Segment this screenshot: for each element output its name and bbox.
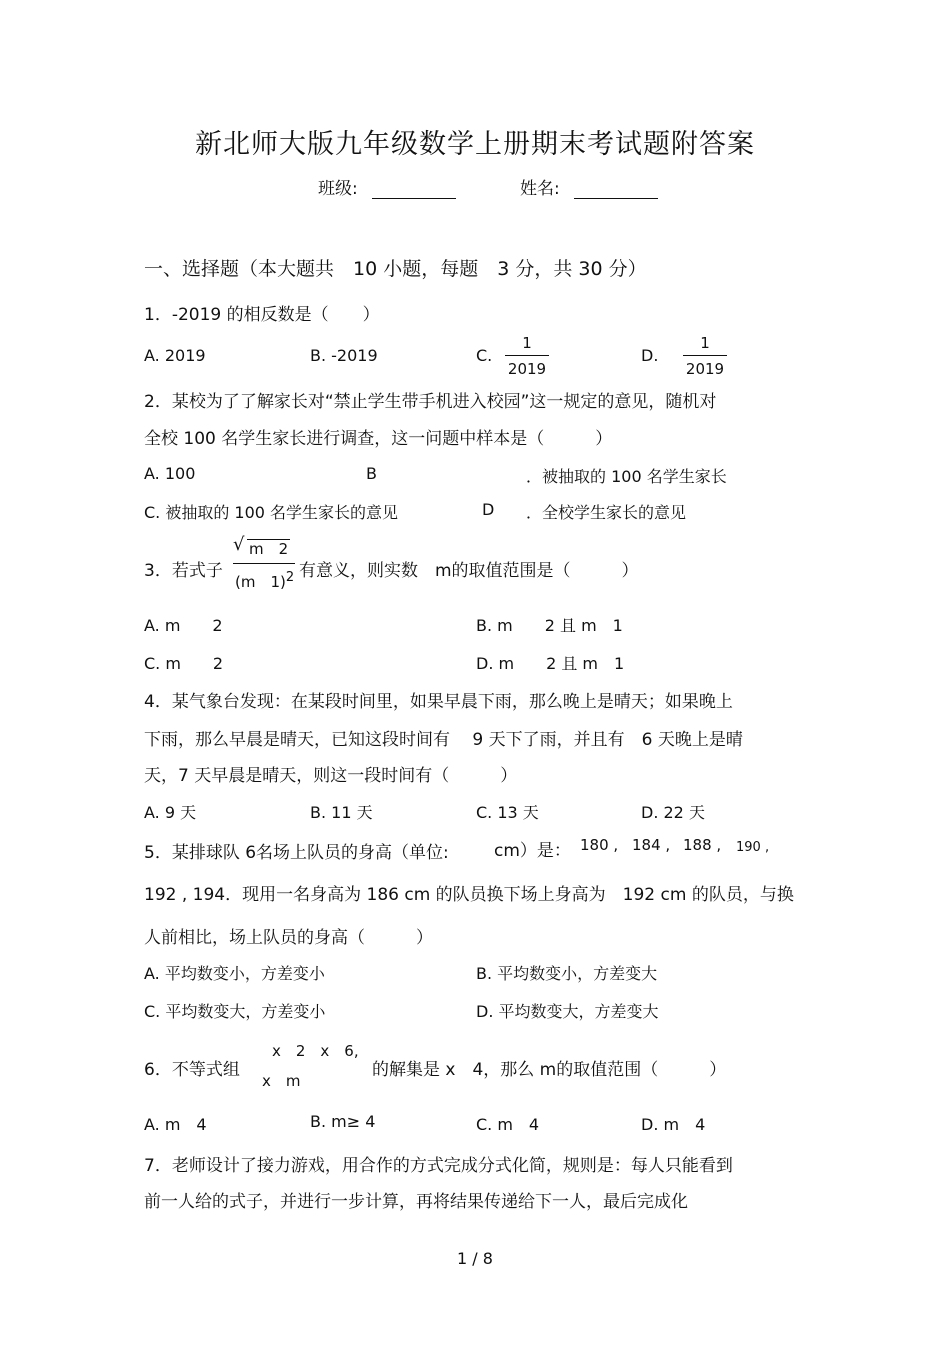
question-3-option-b: B. m 2 且 m 1 xyxy=(476,616,623,635)
question-1-option-c-label: C. xyxy=(476,346,493,365)
question-5-line-1b: cm）是： xyxy=(494,841,571,861)
question-3-option-d: D. m 2 且 m 1 xyxy=(476,654,625,673)
question-5-line-1a: 5．某排球队 6名场上队员的身高（单位: xyxy=(144,843,449,863)
question-7-line-1: 7．老师设计了接力游戏，用合作的方式完成分式化简，规则是：每人只能看到 xyxy=(144,1156,733,1176)
question-2-option-c: C. 被抽取的 100 名学生家长的意见 xyxy=(144,503,399,522)
exponent: 2 xyxy=(285,570,295,585)
inequality-line-2: x m xyxy=(262,1072,301,1090)
question-4-line-3: 天，7 天早晨是晴天，则这一段时间有（ ） xyxy=(144,766,518,786)
question-2-line-1: 2．某校为了了解家长对“禁止学生带手机进入校园”这一规定的意见，随机对 xyxy=(144,392,717,412)
question-6-option-b: B. m≥ 4 xyxy=(310,1112,376,1131)
question-1-option-b: B. -2019 xyxy=(310,346,378,365)
class-label: 班级: xyxy=(318,179,358,199)
question-1-option-a: A. 2019 xyxy=(144,346,206,365)
page-number: 1 / 8 xyxy=(457,1249,493,1268)
question-2-line-2: 全校 100 名学生家长进行调查，这一问题中样本是（ ） xyxy=(144,429,613,449)
question-6-option-c: C. m 4 xyxy=(476,1115,540,1134)
question-5-option-b: B. 平均数变小，方差变大 xyxy=(476,964,658,983)
question-6-option-a: A. m 4 xyxy=(144,1115,207,1134)
question-2-option-d-text: ．全校学生家长的意见 xyxy=(526,503,687,522)
question-2-option-b-text: ．被抽取的 100 名学生家长 xyxy=(526,467,727,486)
question-5-line-3: 人前相比，场上队员的身高（ ） xyxy=(144,928,433,948)
class-field xyxy=(318,174,456,199)
question-1-option-d-label: D. xyxy=(641,346,659,365)
question-6-tail: 的解集是 x 4，那么 m的取值范围（ ） xyxy=(372,1060,727,1080)
radicand: m 2 xyxy=(249,540,289,558)
question-3-tail: 有意义，则实数 m的取值范围是（ ） xyxy=(299,561,639,581)
question-4-option-d: D. 22 天 xyxy=(641,803,705,822)
question-1-option-d-fraction xyxy=(683,334,727,378)
height-value: 190 , xyxy=(736,840,770,855)
question-5-option-a: A. 平均数变小，方差变小 xyxy=(144,964,325,983)
denominator: (m 1) xyxy=(235,573,286,591)
question-1-stem: 1．-2019 的相反数是（ ） xyxy=(144,305,380,325)
question-2-option-d-label: D xyxy=(482,500,495,519)
question-7-line-2: 前一人给的式子，并进行一步计算，再将结果传递给下一人，最后完成化 xyxy=(144,1192,688,1212)
sqrt-icon: √ xyxy=(233,534,245,555)
question-5-line-2: 192 , 194．现用一名身高为 186 cm 的队员换下场上身高为 192 cm 的队员，与换 xyxy=(144,885,794,905)
question-3-fraction xyxy=(233,534,295,592)
section-heading: 一、选择题（本大题共 10 小题，每题 3 分，共 30 分） xyxy=(144,258,647,280)
question-4-option-c: C. 13 天 xyxy=(476,803,539,822)
question-4-line-1: 4．某气象台发现：在某段时间里，如果早晨下雨，那么晚上是晴天；如果晚上 xyxy=(144,692,733,712)
question-4-line-2: 下雨，那么早晨是晴天，已知这段时间有 9 天下了雨，并且有 6 天晚上是晴 xyxy=(144,730,743,750)
question-1-option-c-fraction xyxy=(505,334,549,378)
name-label: 姓名: xyxy=(520,179,560,199)
name-field xyxy=(520,174,658,199)
height-value: 188 , xyxy=(683,836,722,854)
question-2-option-b-label: B xyxy=(366,464,377,483)
fraction-denominator: 2019 xyxy=(685,360,725,378)
height-value: 184 , xyxy=(632,836,671,854)
question-3-lead: 3．若式子 xyxy=(144,561,223,581)
question-3-option-a: A. m 2 xyxy=(144,616,223,635)
question-6-option-d: D. m 4 xyxy=(641,1115,706,1134)
question-5-option-d: D. 平均数变大，方差变大 xyxy=(476,1002,659,1021)
question-4-option-b: B. 11 天 xyxy=(310,803,373,822)
inequality-line-1: x 2 x 6, xyxy=(272,1042,359,1060)
height-value: 180 , xyxy=(580,836,619,854)
fraction-numerator: 1 xyxy=(505,334,549,356)
question-5-option-c: C. 平均数变大，方差变小 xyxy=(144,1002,326,1021)
class-blank xyxy=(372,180,456,199)
question-4-option-a: A. 9 天 xyxy=(144,803,197,822)
question-2-option-a: A. 100 xyxy=(144,464,196,483)
fraction-numerator: 1 xyxy=(683,334,727,356)
question-3-option-c: C. m 2 xyxy=(144,654,224,673)
document-title: 新北师大版九年级数学上册期末考试题附答案 xyxy=(195,129,755,160)
name-blank xyxy=(574,180,658,199)
question-6-lead: 6．不等式组 xyxy=(144,1060,240,1080)
fraction-denominator: 2019 xyxy=(507,360,547,378)
